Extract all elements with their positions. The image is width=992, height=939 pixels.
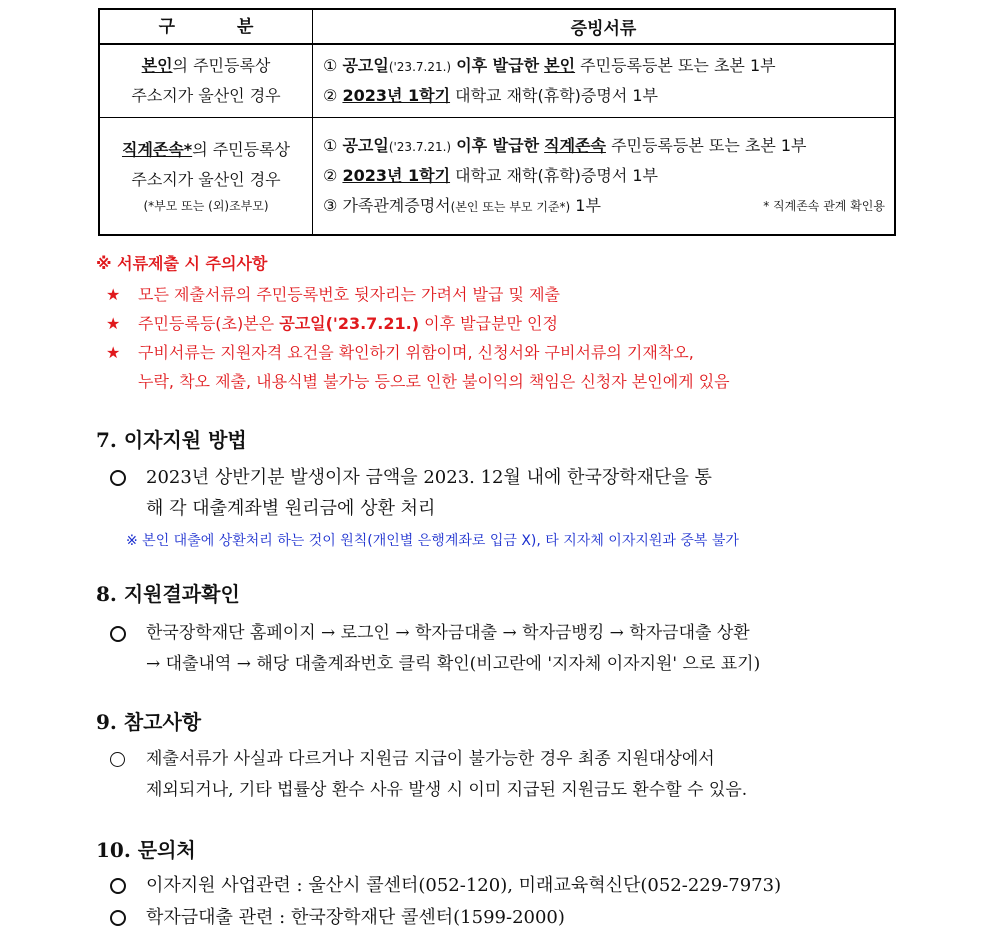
caution-block [96, 252, 916, 396]
table-header-category: 구 분 [99, 9, 313, 44]
table-header-row [99, 9, 895, 44]
section-item: 학자금대출 관련 : 한국장학재단 콜센터(1599-2000) [110, 902, 900, 933]
circle-bullet-icon [110, 470, 126, 486]
doc-line: ② 2023년 1학기 대학교 재학(휴학)증명서 1부 [323, 86, 658, 105]
caution-item: ★ 구비서류는 지원자격 요건을 확인하기 위함이며, 신청서와 구비서류의 기재착오, 누락, 착오 제출, 내용식별 불가능 등으로 인한 불이익의 책임은 신청자 본인에게 있음 [96, 338, 916, 396]
documents-self [313, 44, 896, 118]
star-icon: ★ [106, 285, 121, 304]
doc-line: ③ 가족관계증명서(본인 또는 부모 기준*) 1부 * 직계존속 관계 확인용 [323, 196, 885, 215]
category-ascendant: 직계존속*의 주민등록상 주소지가 울산인 경우 (*부모 또는 (외)조부모) [99, 118, 313, 236]
circle-bullet-icon [110, 752, 125, 767]
section-item: 2023년 상반기분 발생이자 금액을 2023. 12월 내에 한국장학재단을 통 해 각 대출계좌별 원리금에 상환 처리 [110, 462, 900, 524]
star-icon: ★ [106, 314, 121, 333]
circle-bullet-icon [110, 910, 126, 926]
section-item: 이자지원 사업관련 : 울산시 콜센터(052-120), 미래교육혁신단(052-229-7973) [110, 870, 900, 901]
section-title-interest-method: 7. 이자지원 방법 [96, 428, 247, 452]
category-self: 본인의 주민등록상 주소지가 울산인 경우 [99, 44, 313, 118]
circle-bullet-icon [110, 626, 126, 642]
table-header-documents: 증빙서류 [313, 9, 896, 44]
section-note: ※ 본인 대출에 상환처리 하는 것이 원칙(개인별 은행계좌로 입금 X), 타 지자체 이자지원과 중복 불가 [126, 533, 739, 549]
section-item: 한국장학재단 홈페이지 → 로그인 → 학자금대출 → 학자금뱅킹 → 학자금대출 상환 → 대출내역 → 해당 대출계좌번호 클릭 확인(비고란에 '지자체 이자지원' 으로 표기) [110, 618, 900, 680]
table-row [99, 44, 895, 118]
documents-ascendant [313, 118, 896, 236]
doc-line: ① 공고일('23.7.21.) 이후 발급한 직계존속 주민등록등본 또는 초본 1부 [323, 136, 807, 155]
doc-line: ① 공고일('23.7.21.) 이후 발급한 본인 주민등록등본 또는 초본 1부 [323, 56, 776, 75]
caution-item: ★ 모든 제출서류의 주민등록번호 뒷자리는 가려서 발급 및 제출 [96, 280, 916, 309]
section-title-result-check: 8. 지원결과확인 [96, 582, 240, 606]
doc-line: ② 2023년 1학기 대학교 재학(휴학)증명서 1부 [323, 166, 658, 185]
star-icon: ★ [106, 343, 121, 362]
caution-item: ★ 주민등록등(초)본은 공고일('23.7.21.) 이후 발급분만 인정 [96, 309, 916, 338]
section-title-contact: 10. 문의처 [96, 838, 196, 862]
section-item: 제출서류가 사실과 다르거나 지원금 지급이 불가능한 경우 최종 지원대상에서 제외되거나, 기타 법률상 환수 사유 발생 시 이미 지급된 지원금도 환수할 수 있음. [110, 744, 900, 806]
table-row [99, 118, 895, 236]
circle-bullet-icon [110, 878, 126, 894]
caution-title: ※ 서류제출 시 주의사항 [96, 254, 268, 273]
section-title-notes: 9. 참고사항 [96, 710, 202, 734]
documents-table [98, 8, 896, 236]
